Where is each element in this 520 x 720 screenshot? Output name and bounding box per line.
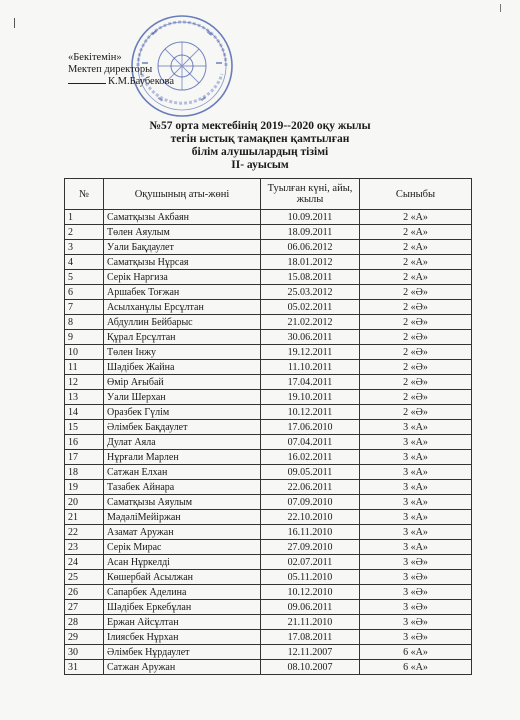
birth-date: 18.09.2011 xyxy=(261,225,360,240)
birth-date: 27.09.2010 xyxy=(261,540,360,555)
student-name: Төлен Аяулым xyxy=(104,225,261,240)
class-name: 2 «Ә» xyxy=(360,405,472,420)
student-name: Тазабек Айнара xyxy=(104,480,261,495)
row-number: 6 xyxy=(65,285,104,300)
row-number: 15 xyxy=(65,420,104,435)
table-body xyxy=(65,210,472,675)
header-name: Оқушының аты-жөні xyxy=(104,179,261,210)
birth-date: 12.11.2007 xyxy=(261,645,360,660)
student-name: Шәдібек Жайна xyxy=(104,360,261,375)
table-row xyxy=(65,480,472,495)
table-row xyxy=(65,630,472,645)
table-row xyxy=(65,555,472,570)
approval-title: «Бекітемін» xyxy=(68,52,122,63)
approval-signature-line xyxy=(68,76,174,88)
class-name: 3 «А» xyxy=(360,525,472,540)
row-number: 24 xyxy=(65,555,104,570)
birth-date: 17.04.2011 xyxy=(261,375,360,390)
birth-date: 16.02.2011 xyxy=(261,450,360,465)
class-name: 2 «А» xyxy=(360,225,472,240)
table-row xyxy=(65,285,472,300)
row-number: 5 xyxy=(65,270,104,285)
row-number: 28 xyxy=(65,615,104,630)
table-row xyxy=(65,330,472,345)
student-name: Әлімбек Бақдаулет xyxy=(104,420,261,435)
row-number: 31 xyxy=(65,660,104,675)
table-row xyxy=(65,585,472,600)
birth-date: 09.06.2011 xyxy=(261,600,360,615)
row-number: 21 xyxy=(65,510,104,525)
student-name: Шәдібек Еркебұлан xyxy=(104,600,261,615)
birth-date: 15.08.2011 xyxy=(261,270,360,285)
birth-date: 10.12.2011 xyxy=(261,405,360,420)
class-name: 2 «Ә» xyxy=(360,330,472,345)
class-name: 3 «А» xyxy=(360,420,472,435)
student-name: Өмір Ағыбай xyxy=(104,375,261,390)
table-row xyxy=(65,240,472,255)
class-name: 2 «Ә» xyxy=(360,375,472,390)
student-name: Уали Бақдаулет xyxy=(104,240,261,255)
margin-mark xyxy=(500,4,501,12)
table-row xyxy=(65,225,472,240)
birth-date: 19.12.2011 xyxy=(261,345,360,360)
student-name: Асылханұлы Ерсұлтан xyxy=(104,300,261,315)
birth-date: 22.10.2010 xyxy=(261,510,360,525)
row-number: 20 xyxy=(65,495,104,510)
student-name: Азамат Аружан xyxy=(104,525,261,540)
birth-date: 10.12.2010 xyxy=(261,585,360,600)
row-number: 4 xyxy=(65,255,104,270)
row-number: 23 xyxy=(65,540,104,555)
student-name: Сатжан Аружан xyxy=(104,660,261,675)
birth-date: 30.06.2011 xyxy=(261,330,360,345)
table-row xyxy=(65,390,472,405)
student-name: Саматқызы Нұрсая xyxy=(104,255,261,270)
row-number: 25 xyxy=(65,570,104,585)
class-name: 2 «Ә» xyxy=(360,285,472,300)
table-row xyxy=(65,570,472,585)
student-name: Нұрғали Марлен xyxy=(104,450,261,465)
student-name: Ержан Айсұлтан xyxy=(104,615,261,630)
class-name: 2 «А» xyxy=(360,255,472,270)
row-number: 18 xyxy=(65,465,104,480)
student-name: Дулат Аяла xyxy=(104,435,261,450)
table-row xyxy=(65,510,472,525)
class-name: 2 «А» xyxy=(360,210,472,225)
student-name: Сатжан Елхан xyxy=(104,465,261,480)
birth-date: 05.11.2010 xyxy=(261,570,360,585)
student-name: Саматқызы Акбаян xyxy=(104,210,261,225)
table-row xyxy=(65,375,472,390)
class-name: 3 «А» xyxy=(360,435,472,450)
student-name: Көшербай Асылжан xyxy=(104,570,261,585)
table-row xyxy=(65,465,472,480)
class-name: 3 «Ә» xyxy=(360,585,472,600)
class-name: 3 «Ә» xyxy=(360,555,472,570)
row-number: 26 xyxy=(65,585,104,600)
header-class: Сыныбы xyxy=(360,179,472,210)
class-name: 3 «А» xyxy=(360,465,472,480)
row-number: 13 xyxy=(65,390,104,405)
table-row xyxy=(65,645,472,660)
birth-date: 16.11.2010 xyxy=(261,525,360,540)
table-row xyxy=(65,435,472,450)
table-row xyxy=(65,450,472,465)
class-name: 2 «Ә» xyxy=(360,390,472,405)
birth-date: 18.01.2012 xyxy=(261,255,360,270)
row-number: 27 xyxy=(65,600,104,615)
table-row xyxy=(65,345,472,360)
student-name: Құрал Ерсұлтан xyxy=(104,330,261,345)
table-row xyxy=(65,315,472,330)
birth-date: 08.10.2007 xyxy=(261,660,360,675)
table-row xyxy=(65,540,472,555)
table-row xyxy=(65,210,472,225)
student-name: Уали Шерхан xyxy=(104,390,261,405)
birth-date: 22.06.2011 xyxy=(261,480,360,495)
heading-line-1: №57 орта мектебінің 2019--2020 оқу жылы xyxy=(149,120,371,132)
header-number: № xyxy=(65,179,104,210)
birth-date: 09.05.2011 xyxy=(261,465,360,480)
row-number: 14 xyxy=(65,405,104,420)
birth-date: 21.11.2010 xyxy=(261,615,360,630)
heading-line-3: білім алушылардың тізімі xyxy=(191,146,329,158)
row-number: 8 xyxy=(65,315,104,330)
approval-position: Мектеп директоры xyxy=(68,64,153,75)
row-number: 16 xyxy=(65,435,104,450)
birth-date: 05.02.2011 xyxy=(261,300,360,315)
birth-date: 17.06.2010 xyxy=(261,420,360,435)
table-row xyxy=(65,600,472,615)
row-number: 2 xyxy=(65,225,104,240)
row-number: 30 xyxy=(65,645,104,660)
row-number: 11 xyxy=(65,360,104,375)
student-name: Оразбек Гүлім xyxy=(104,405,261,420)
students-table xyxy=(64,178,472,675)
birth-date: 25.03.2012 xyxy=(261,285,360,300)
class-name: 3 «А» xyxy=(360,540,472,555)
class-name: 3 «Ә» xyxy=(360,630,472,645)
birth-date: 17.08.2011 xyxy=(261,630,360,645)
birth-date: 07.04.2011 xyxy=(261,435,360,450)
row-number: 19 xyxy=(65,480,104,495)
row-number: 3 xyxy=(65,240,104,255)
row-number: 9 xyxy=(65,330,104,345)
class-name: 3 «А» xyxy=(360,480,472,495)
class-name: 3 «А» xyxy=(360,450,472,465)
director-name: К.М.Баубекова xyxy=(108,76,175,87)
student-name: Серік Наргиза xyxy=(104,270,261,285)
class-name: 2 «Ә» xyxy=(360,345,472,360)
table-header-row xyxy=(65,179,472,210)
table-row xyxy=(65,255,472,270)
row-number: 29 xyxy=(65,630,104,645)
margin-mark xyxy=(14,18,15,28)
header-birth-date: Туылған күні, айы, жылы xyxy=(261,179,360,210)
row-number: 1 xyxy=(65,210,104,225)
birth-date: 02.07.2011 xyxy=(261,555,360,570)
student-name: Серік Мирас xyxy=(104,540,261,555)
row-number: 22 xyxy=(65,525,104,540)
table-row xyxy=(65,300,472,315)
table-row xyxy=(65,405,472,420)
row-number: 12 xyxy=(65,375,104,390)
student-name: Саматқызы Аяулым xyxy=(104,495,261,510)
table-row xyxy=(65,495,472,510)
student-name: Асан Нұркелді xyxy=(104,555,261,570)
class-name: 6 «А» xyxy=(360,645,472,660)
class-name: 3 «А» xyxy=(360,495,472,510)
birth-date: 21.02.2012 xyxy=(261,315,360,330)
birth-date: 10.09.2011 xyxy=(261,210,360,225)
row-number: 17 xyxy=(65,450,104,465)
table-row xyxy=(65,525,472,540)
class-name: 2 «А» xyxy=(360,240,472,255)
class-name: 3 «Ә» xyxy=(360,600,472,615)
student-name: МәдәліМейіржан xyxy=(104,510,261,525)
class-name: 2 «Ә» xyxy=(360,300,472,315)
birth-date: 06.06.2012 xyxy=(261,240,360,255)
birth-date: 07.09.2010 xyxy=(261,495,360,510)
student-name: Аршабек Тоғжан xyxy=(104,285,261,300)
class-name: 3 «Ә» xyxy=(360,615,472,630)
heading-line-2: тегін ыстық тамақпен қамтылған xyxy=(170,133,350,145)
table-row xyxy=(65,660,472,675)
row-number: 7 xyxy=(65,300,104,315)
table-row xyxy=(65,360,472,375)
student-name: Ілиясбек Нұрхан xyxy=(104,630,261,645)
student-name: Әлімбек Нұрдаулет xyxy=(104,645,261,660)
approval-block xyxy=(68,52,174,88)
class-name: 3 «Ә» xyxy=(360,570,472,585)
student-name: Төлен Інжу xyxy=(104,345,261,360)
class-name: 3 «А» xyxy=(360,510,472,525)
class-name: 2 «Ә» xyxy=(360,315,472,330)
row-number: 10 xyxy=(65,345,104,360)
document-heading xyxy=(0,120,520,172)
table-row xyxy=(65,270,472,285)
student-name: Сапарбек Аделина xyxy=(104,585,261,600)
class-name: 6 «А» xyxy=(360,660,472,675)
class-name: 2 «Ә» xyxy=(360,360,472,375)
student-name: Абдуллин Бейбарыс xyxy=(104,315,261,330)
table-row xyxy=(65,615,472,630)
birth-date: 11.10.2011 xyxy=(261,360,360,375)
signature-underline xyxy=(68,83,106,84)
heading-line-4: ІІ- ауысым xyxy=(231,159,289,171)
class-name: 2 «А» xyxy=(360,270,472,285)
birth-date: 19.10.2011 xyxy=(261,390,360,405)
table-row xyxy=(65,420,472,435)
